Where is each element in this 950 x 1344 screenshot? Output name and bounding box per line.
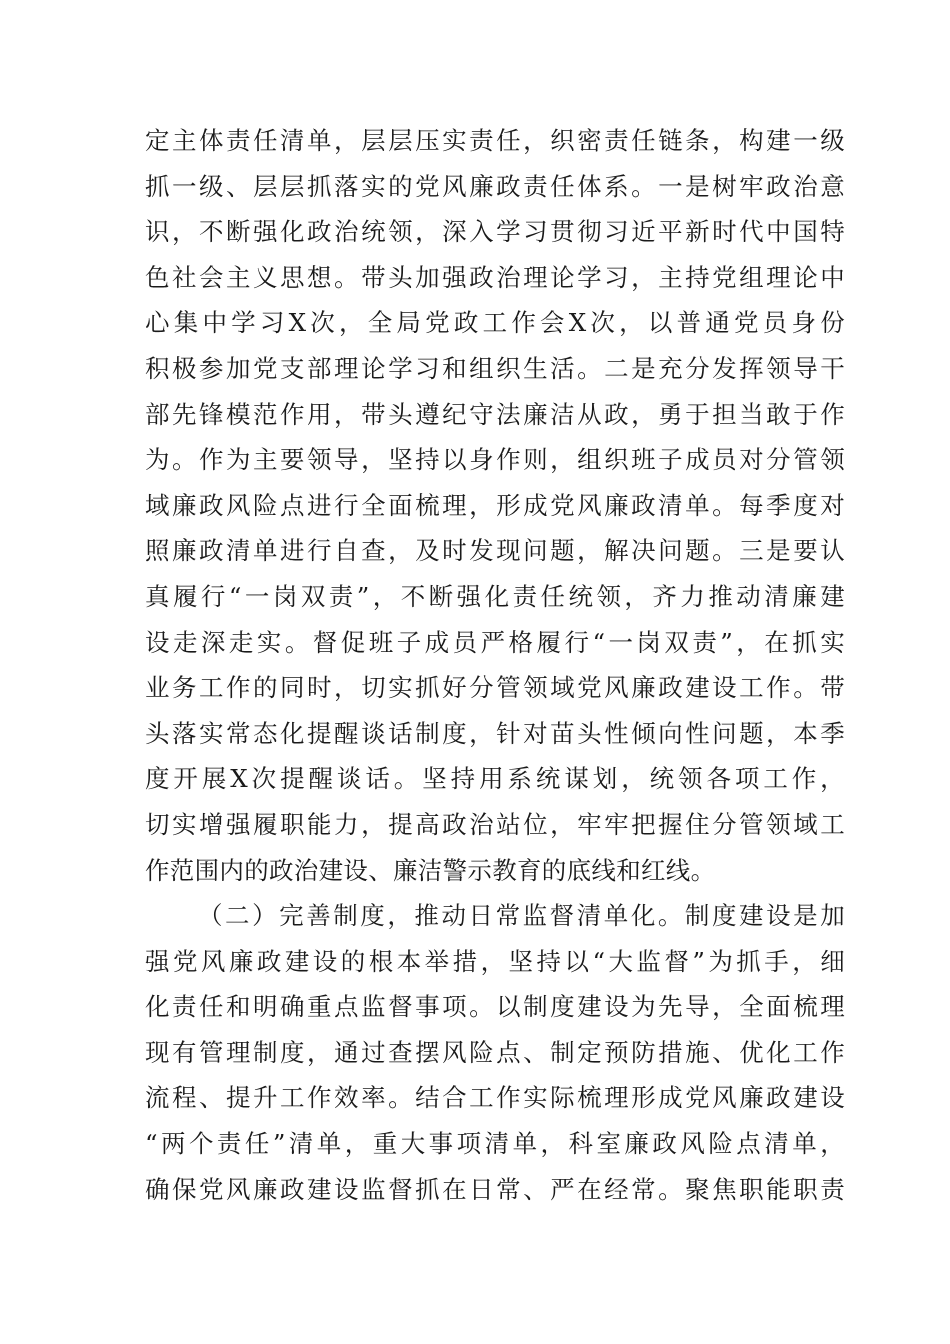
text-line: 心集中学习X次，全局党政工作会X次，以普通党员身份 — [145, 308, 845, 338]
text-line: 真履行“一岗双责”，不断强化责任统领，齐力推动清廉建 — [145, 581, 845, 611]
text-line: 为。作为主要领导，坚持以身作则，组织班子成员对分管领 — [145, 445, 845, 475]
text-line: 抓一级、层层抓落实的党风廉政责任体系。一是树牢政治意 — [145, 171, 845, 201]
text-line: 域廉政风险点进行全面梳理，形成党风廉政清单。每季度对 — [145, 490, 845, 520]
body-text — [145, 118, 845, 1212]
text-line: 强党风廉政建设的根本举措，坚持以“大监督”为抓手，细 — [145, 946, 845, 976]
text-line: “两个责任”清单，重大事项清单，科室廉政风险点清单， — [145, 1129, 845, 1159]
text-line: 设走深走实。督促班子成员严格履行“一岗双责”，在抓实 — [145, 627, 845, 657]
text-line: 定主体责任清单，层层压实责任，织密责任链条，构建一级 — [145, 126, 845, 155]
text-line: 部先锋模范作用，带头遵纪守法廉洁从政，勇于担当敢于作 — [145, 399, 845, 429]
text-line: 切实增强履职能力，提高政治站位，牢牢把握住分管领域工 — [145, 809, 845, 839]
text-line: 化责任和明确重点监督事项。以制度建设为先导，全面梳理 — [145, 992, 845, 1022]
text-line: 确保党风廉政建设监督抓在日常、严在经常。聚焦职能职责 — [145, 1174, 845, 1204]
text-line: 现有管理制度，通过查摆风险点、制定预防措施、优化工作 — [145, 1037, 845, 1067]
text-line: 积极参加党支部理论学习和组织生活。二是充分发挥领导干 — [145, 353, 845, 383]
text-line: 流程、提升工作效率。结合工作实际梳理形成党风廉政建设 — [145, 1083, 845, 1113]
text-line: 识，不断强化政治统领，深入学习贯彻习近平新时代中国特 — [145, 217, 845, 247]
text-line: 照廉政清单进行自查，及时发现问题，解决问题。三是要认 — [145, 536, 845, 566]
section-heading-line: （二）完善制度，推动日常监督清单化。制度建设是加 — [198, 901, 845, 931]
text-line: 度开展X次提醒谈话。坚持用系统谋划，统领各项工作， — [145, 764, 845, 794]
text-line: 业务工作的同时，切实抓好分管领域党风廉政建设工作。带 — [145, 673, 845, 703]
text-line: 头落实常态化提醒谈话制度，针对苗头性倾向性问题，本季 — [145, 718, 845, 748]
paragraph-end-line: 作范围内的政治建设、廉洁警示教育的底线和红线。 — [145, 855, 716, 885]
text-line: 色社会主义思想。带头加强政治理论学习，主持党组理论中 — [145, 262, 845, 292]
